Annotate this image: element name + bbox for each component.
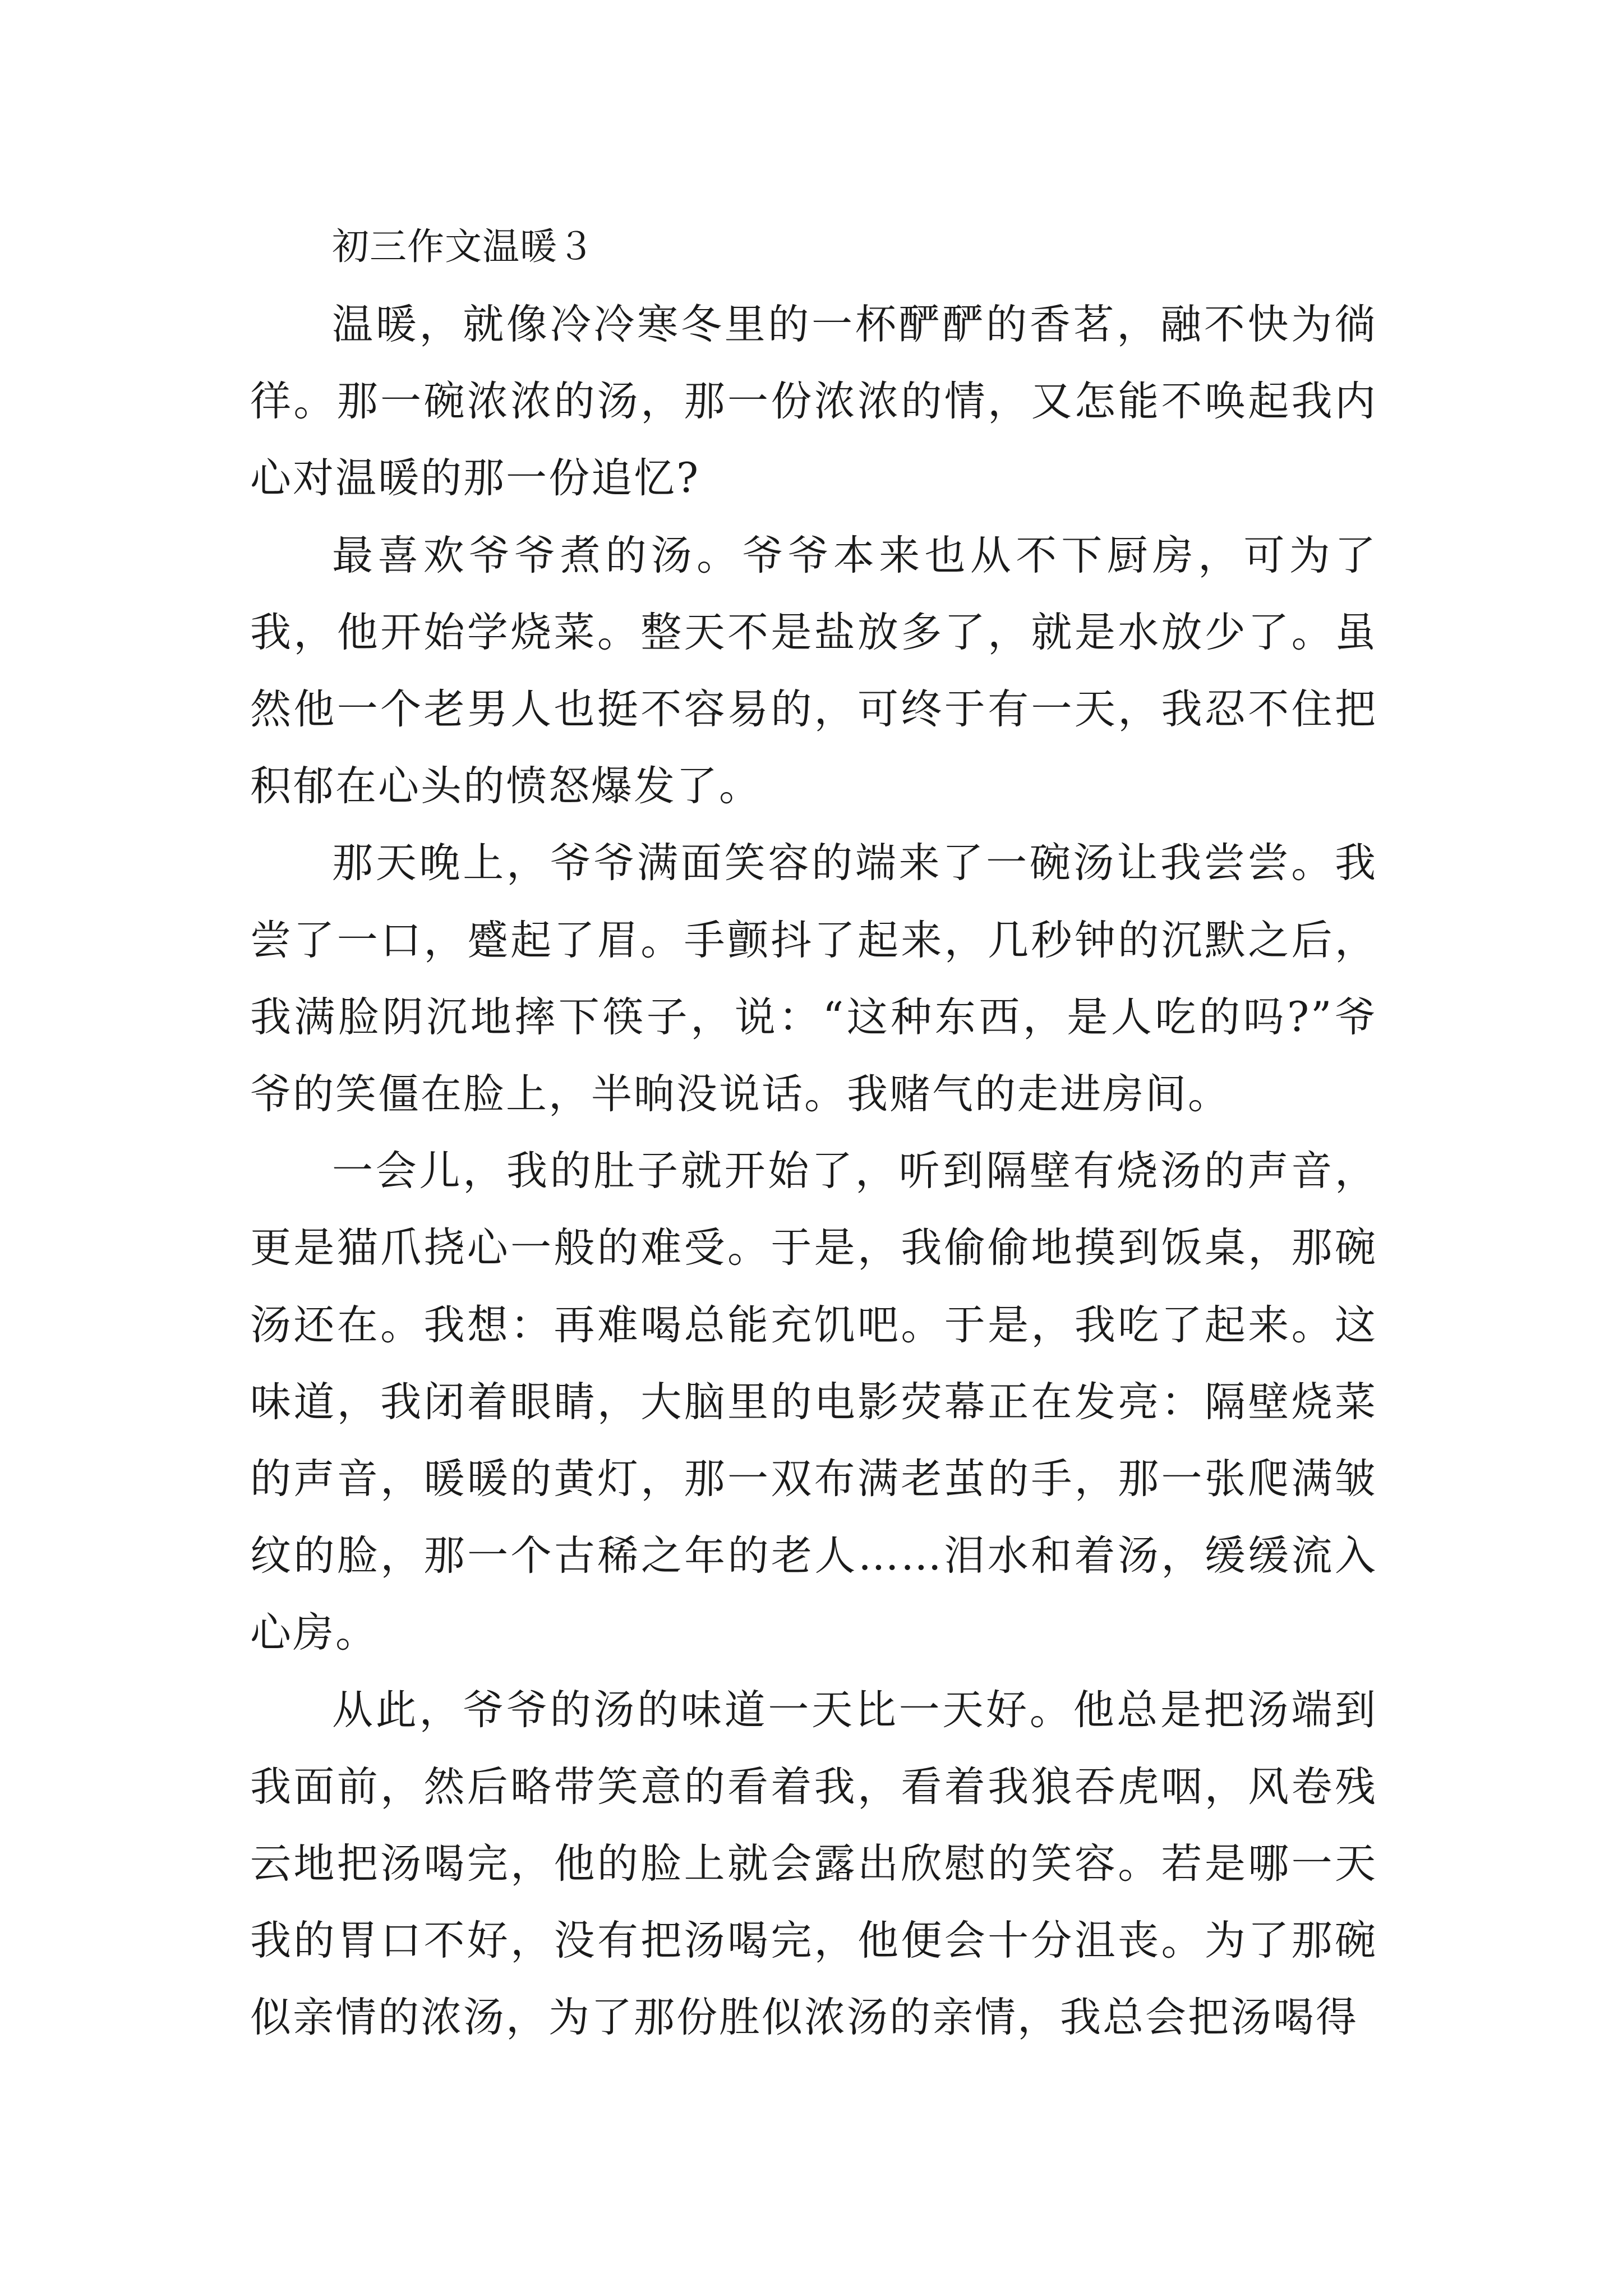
- document-title: 初三作文温暖３: [332, 225, 595, 268]
- paragraph-3: 那天晚上，爷爷满面笑容的端来了一碗汤让我尝尝。我尝了一口，蹙起了眉。手颤抖了起来，几秒钟的沉默之后，我满脸阴沉地摔下筷子，说：“这种东西，是人吃的吗?”爷爷的笑僵在脸上，半晌没说话。我赌气的走进房间。: [250, 839, 1377, 1119]
- paragraph-2: 最喜欢爷爷煮的汤。爷爷本来也从不下厨房，可为了我，他开始学烧菜。整天不是盐放多了，就是水放少了。虽然他一个老男人也挺不容易的，可终于有一天，我忍不住把积郁在心头的愤怒爆发了。: [250, 531, 1377, 811]
- paragraph-1: 温暖，就像冷冷寒冬里的一杯酽酽的香茗，融不快为徜徉。那一碗浓浓的汤，那一份浓浓的情，又怎能不唤起我内心对温暖的那一份追忆?: [250, 301, 1377, 503]
- document-body: [250, 208, 1377, 2056]
- paragraph-4: 一会儿，我的肚子就开始了，听到隔壁有烧汤的声音，更是猫爪挠心一般的难受。于是，我偷偷地摸到饭桌，那碗汤还在。我想：再难喝总能充饥吧。于是，我吃了起来。这味道，我闭着眼睛，大脑里的电影荧幕正在发亮：隔壁烧菜的声音，暖暖的黄灯，那一双布满老茧的手，那一张爬满皱纹的脸，那一个古稀之年的老人……泪水和着汤，缓缓流入心房。: [250, 1147, 1377, 1657]
- paragraph-5: 从此，爷爷的汤的味道一天比一天好。他总是把汤端到我面前，然后略带笑意的看着我，看着我狼吞虎咽，风卷残云地把汤喝完，他的脸上就会露出欣慰的笑容。若是哪一天我的胃口不好，没有把汤喝完，他便会十分沮丧。为了那碗似亲情的浓汤，为了那份胜似浓汤的亲情，我总会把汤喝得: [250, 1686, 1377, 2042]
